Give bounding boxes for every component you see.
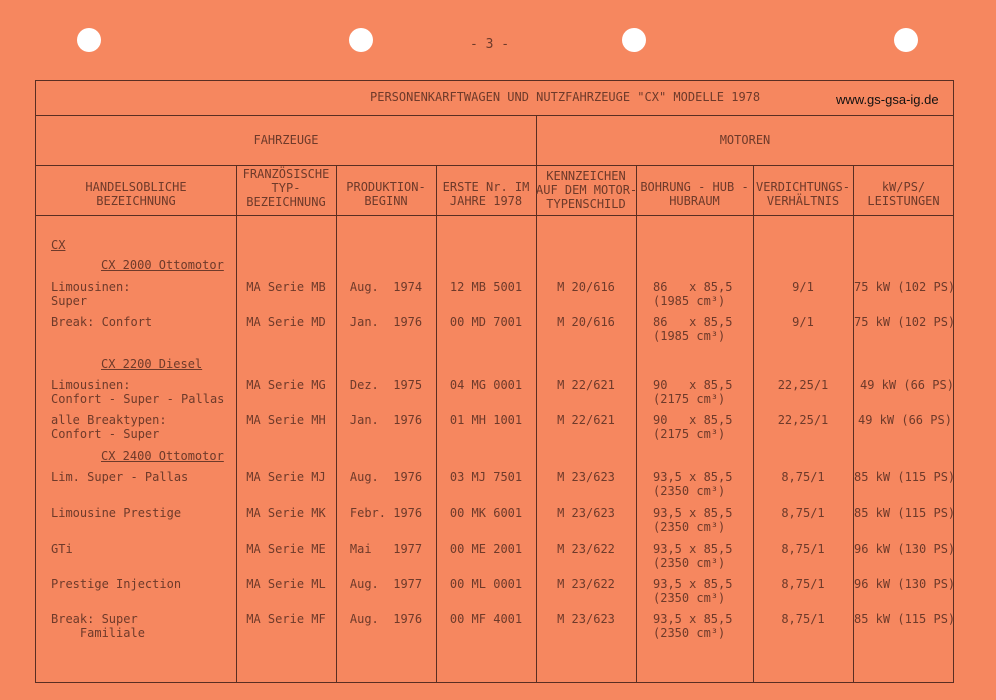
cell-typ: MA Serie ME bbox=[246, 542, 326, 556]
cell-typ: MA Serie MH bbox=[246, 413, 326, 427]
cell-name: Break: Confort bbox=[51, 315, 153, 329]
cell-erste-nr: 00 ME 2001 bbox=[449, 542, 523, 556]
cell-beginn: Aug. 1974 bbox=[349, 280, 423, 294]
website-watermark: www.gs-gsa-ig.de bbox=[836, 92, 939, 107]
cell-typ: MA Serie MB bbox=[246, 280, 326, 294]
cell-leistung: 49 kW (66 PS) bbox=[860, 378, 954, 392]
header-bohrung: BOHRUNG - HUB - HUBRAUM bbox=[640, 180, 749, 208]
cell-typ: MA Serie MF bbox=[246, 612, 326, 626]
cell-beginn: Jan. 1976 bbox=[349, 413, 423, 427]
cell-motor: M 22/621 bbox=[557, 378, 615, 392]
cell-typ: MA Serie MD bbox=[246, 315, 326, 329]
punch-hole bbox=[622, 28, 646, 52]
cell-name: Lim. Super - Pallas bbox=[51, 470, 189, 484]
cell-typ: MA Serie ML bbox=[246, 577, 326, 591]
cell-beginn: Jan. 1976 bbox=[349, 315, 423, 329]
cell-erste-nr: 04 MG 0001 bbox=[449, 378, 523, 392]
divider bbox=[35, 115, 954, 116]
header-kennzeichen: KENNZEICHEN AUF DEM MOTOR- TYPENSCHILD bbox=[536, 169, 638, 211]
header-verdichtung: VERDICHTUNGS- VERHÄLTNIS bbox=[756, 180, 850, 208]
cell-name: Limousine Prestige bbox=[51, 506, 182, 520]
cell-leistung: 85 kW (115 PS) bbox=[854, 612, 956, 626]
cell-verdichtung: 22,25/1 bbox=[777, 378, 829, 392]
cell-verdichtung: 8,75/1 bbox=[781, 612, 825, 626]
cell-verdichtung: 8,75/1 bbox=[781, 506, 825, 520]
cell-bohrung: 86 x 85,5 (1985 cm³) bbox=[653, 280, 733, 308]
header-handelsname: HANDELSOBLICHE BEZEICHNUNG bbox=[85, 180, 187, 208]
cell-leistung: 75 kW (102 PS) bbox=[854, 280, 956, 294]
cell-erste-nr: 00 MD 7001 bbox=[449, 315, 523, 329]
cell-beginn: Aug. 1976 bbox=[349, 470, 423, 484]
section-motoren: MOTOREN bbox=[719, 133, 771, 147]
cell-bohrung: 90 x 85,5 (2175 cm³) bbox=[653, 413, 733, 441]
cell-motor: M 20/616 bbox=[557, 280, 615, 294]
header-typ: FRANZÖSISCHE TYP- BEZEICHNUNG bbox=[242, 167, 330, 209]
cell-name: Prestige Injection bbox=[51, 577, 182, 591]
cell-leistung: 96 kW (130 PS) bbox=[854, 542, 956, 556]
cell-motor: M 23/623 bbox=[557, 470, 615, 484]
cell-name: Limousinen: Super bbox=[51, 280, 131, 308]
cell-erste-nr: 01 MH 1001 bbox=[449, 413, 523, 427]
cell-beginn: Aug. 1976 bbox=[349, 612, 423, 626]
page-title: PERSONENKARFTWAGEN UND NUTZFAHRZEUGE "CX" MODELLE 1978 bbox=[370, 90, 761, 104]
cell-leistung: 85 kW (115 PS) bbox=[854, 470, 956, 484]
cell-verdichtung: 22,25/1 bbox=[777, 413, 829, 427]
cell-name: Limousinen: Confort - Super - Pallas bbox=[51, 378, 225, 406]
cell-beginn: Aug. 1977 bbox=[349, 577, 423, 591]
cell-erste-nr: 00 ML 0001 bbox=[449, 577, 523, 591]
punch-hole bbox=[894, 28, 918, 52]
cell-motor: M 23/622 bbox=[557, 577, 615, 591]
cell-bohrung: 93,5 x 85,5 (2350 cm³) bbox=[653, 506, 733, 534]
cell-verdichtung: 9/1 bbox=[792, 315, 814, 329]
cell-motor: M 23/622 bbox=[557, 542, 615, 556]
cell-motor: M 20/616 bbox=[557, 315, 615, 329]
cell-bohrung: 93,5 x 85,5 (2350 cm³) bbox=[653, 577, 733, 605]
cell-name: alle Breaktypen: Confort - Super bbox=[51, 413, 167, 441]
cell-leistung: 49 kW (66 PS) bbox=[858, 413, 952, 427]
cell-leistung: 75 kW (102 PS) bbox=[854, 315, 956, 329]
header-leistung: kW/PS/ LEISTUNGEN bbox=[867, 180, 940, 208]
cell-typ: MA Serie MG bbox=[246, 378, 326, 392]
cell-leistung: 96 kW (130 PS) bbox=[854, 577, 956, 591]
cell-erste-nr: 03 MJ 7501 bbox=[449, 470, 523, 484]
cell-name: Break: Super Familiale bbox=[51, 612, 145, 640]
group-cx: CX bbox=[51, 238, 66, 252]
header-produktion: PRODUKTION- BEGINN bbox=[346, 180, 426, 208]
cell-bohrung: 93,5 x 85,5 (2350 cm³) bbox=[653, 470, 733, 498]
group-heading: CX 2000 Ottomotor bbox=[101, 258, 224, 272]
cell-verdichtung: 9/1 bbox=[792, 280, 814, 294]
cell-name: GTi bbox=[51, 542, 73, 556]
cell-erste-nr: 00 MK 6001 bbox=[449, 506, 523, 520]
cell-typ: MA Serie MJ bbox=[246, 470, 326, 484]
group-heading: CX 2200 Diesel bbox=[101, 357, 203, 371]
cell-bohrung: 93,5 x 85,5 (2350 cm³) bbox=[653, 542, 733, 570]
divider bbox=[636, 165, 637, 683]
cell-motor: M 23/623 bbox=[557, 612, 615, 626]
cell-motor: M 22/621 bbox=[557, 413, 615, 427]
header-erste-nr: ERSTE Nr. IM JAHRE 1978 bbox=[442, 180, 530, 208]
cell-beginn: Mai 1977 bbox=[349, 542, 423, 556]
cell-beginn: Dez. 1975 bbox=[349, 378, 423, 392]
cell-verdichtung: 8,75/1 bbox=[781, 577, 825, 591]
cell-erste-nr: 12 MB 5001 bbox=[449, 280, 523, 294]
cell-verdichtung: 8,75/1 bbox=[781, 470, 825, 484]
punch-hole bbox=[349, 28, 373, 52]
section-fahrzeuge: FAHRZEUGE bbox=[253, 133, 319, 147]
cell-motor: M 23/623 bbox=[557, 506, 615, 520]
divider bbox=[35, 215, 954, 216]
divider bbox=[35, 165, 954, 166]
cell-bohrung: 93,5 x 85,5 (2350 cm³) bbox=[653, 612, 733, 640]
group-heading: CX 2400 Ottomotor bbox=[101, 449, 224, 463]
cell-erste-nr: 00 MF 4001 bbox=[449, 612, 523, 626]
page-number: - 3 - bbox=[470, 37, 510, 52]
punch-hole bbox=[77, 28, 101, 52]
cell-leistung: 85 kW (115 PS) bbox=[854, 506, 956, 520]
cell-typ: MA Serie MK bbox=[246, 506, 326, 520]
divider bbox=[853, 165, 854, 683]
cell-verdichtung: 8,75/1 bbox=[781, 542, 825, 556]
cell-beginn: Febr. 1976 bbox=[349, 506, 423, 520]
cell-bohrung: 86 x 85,5 (1985 cm³) bbox=[653, 315, 733, 343]
cell-bohrung: 90 x 85,5 (2175 cm³) bbox=[653, 378, 733, 406]
